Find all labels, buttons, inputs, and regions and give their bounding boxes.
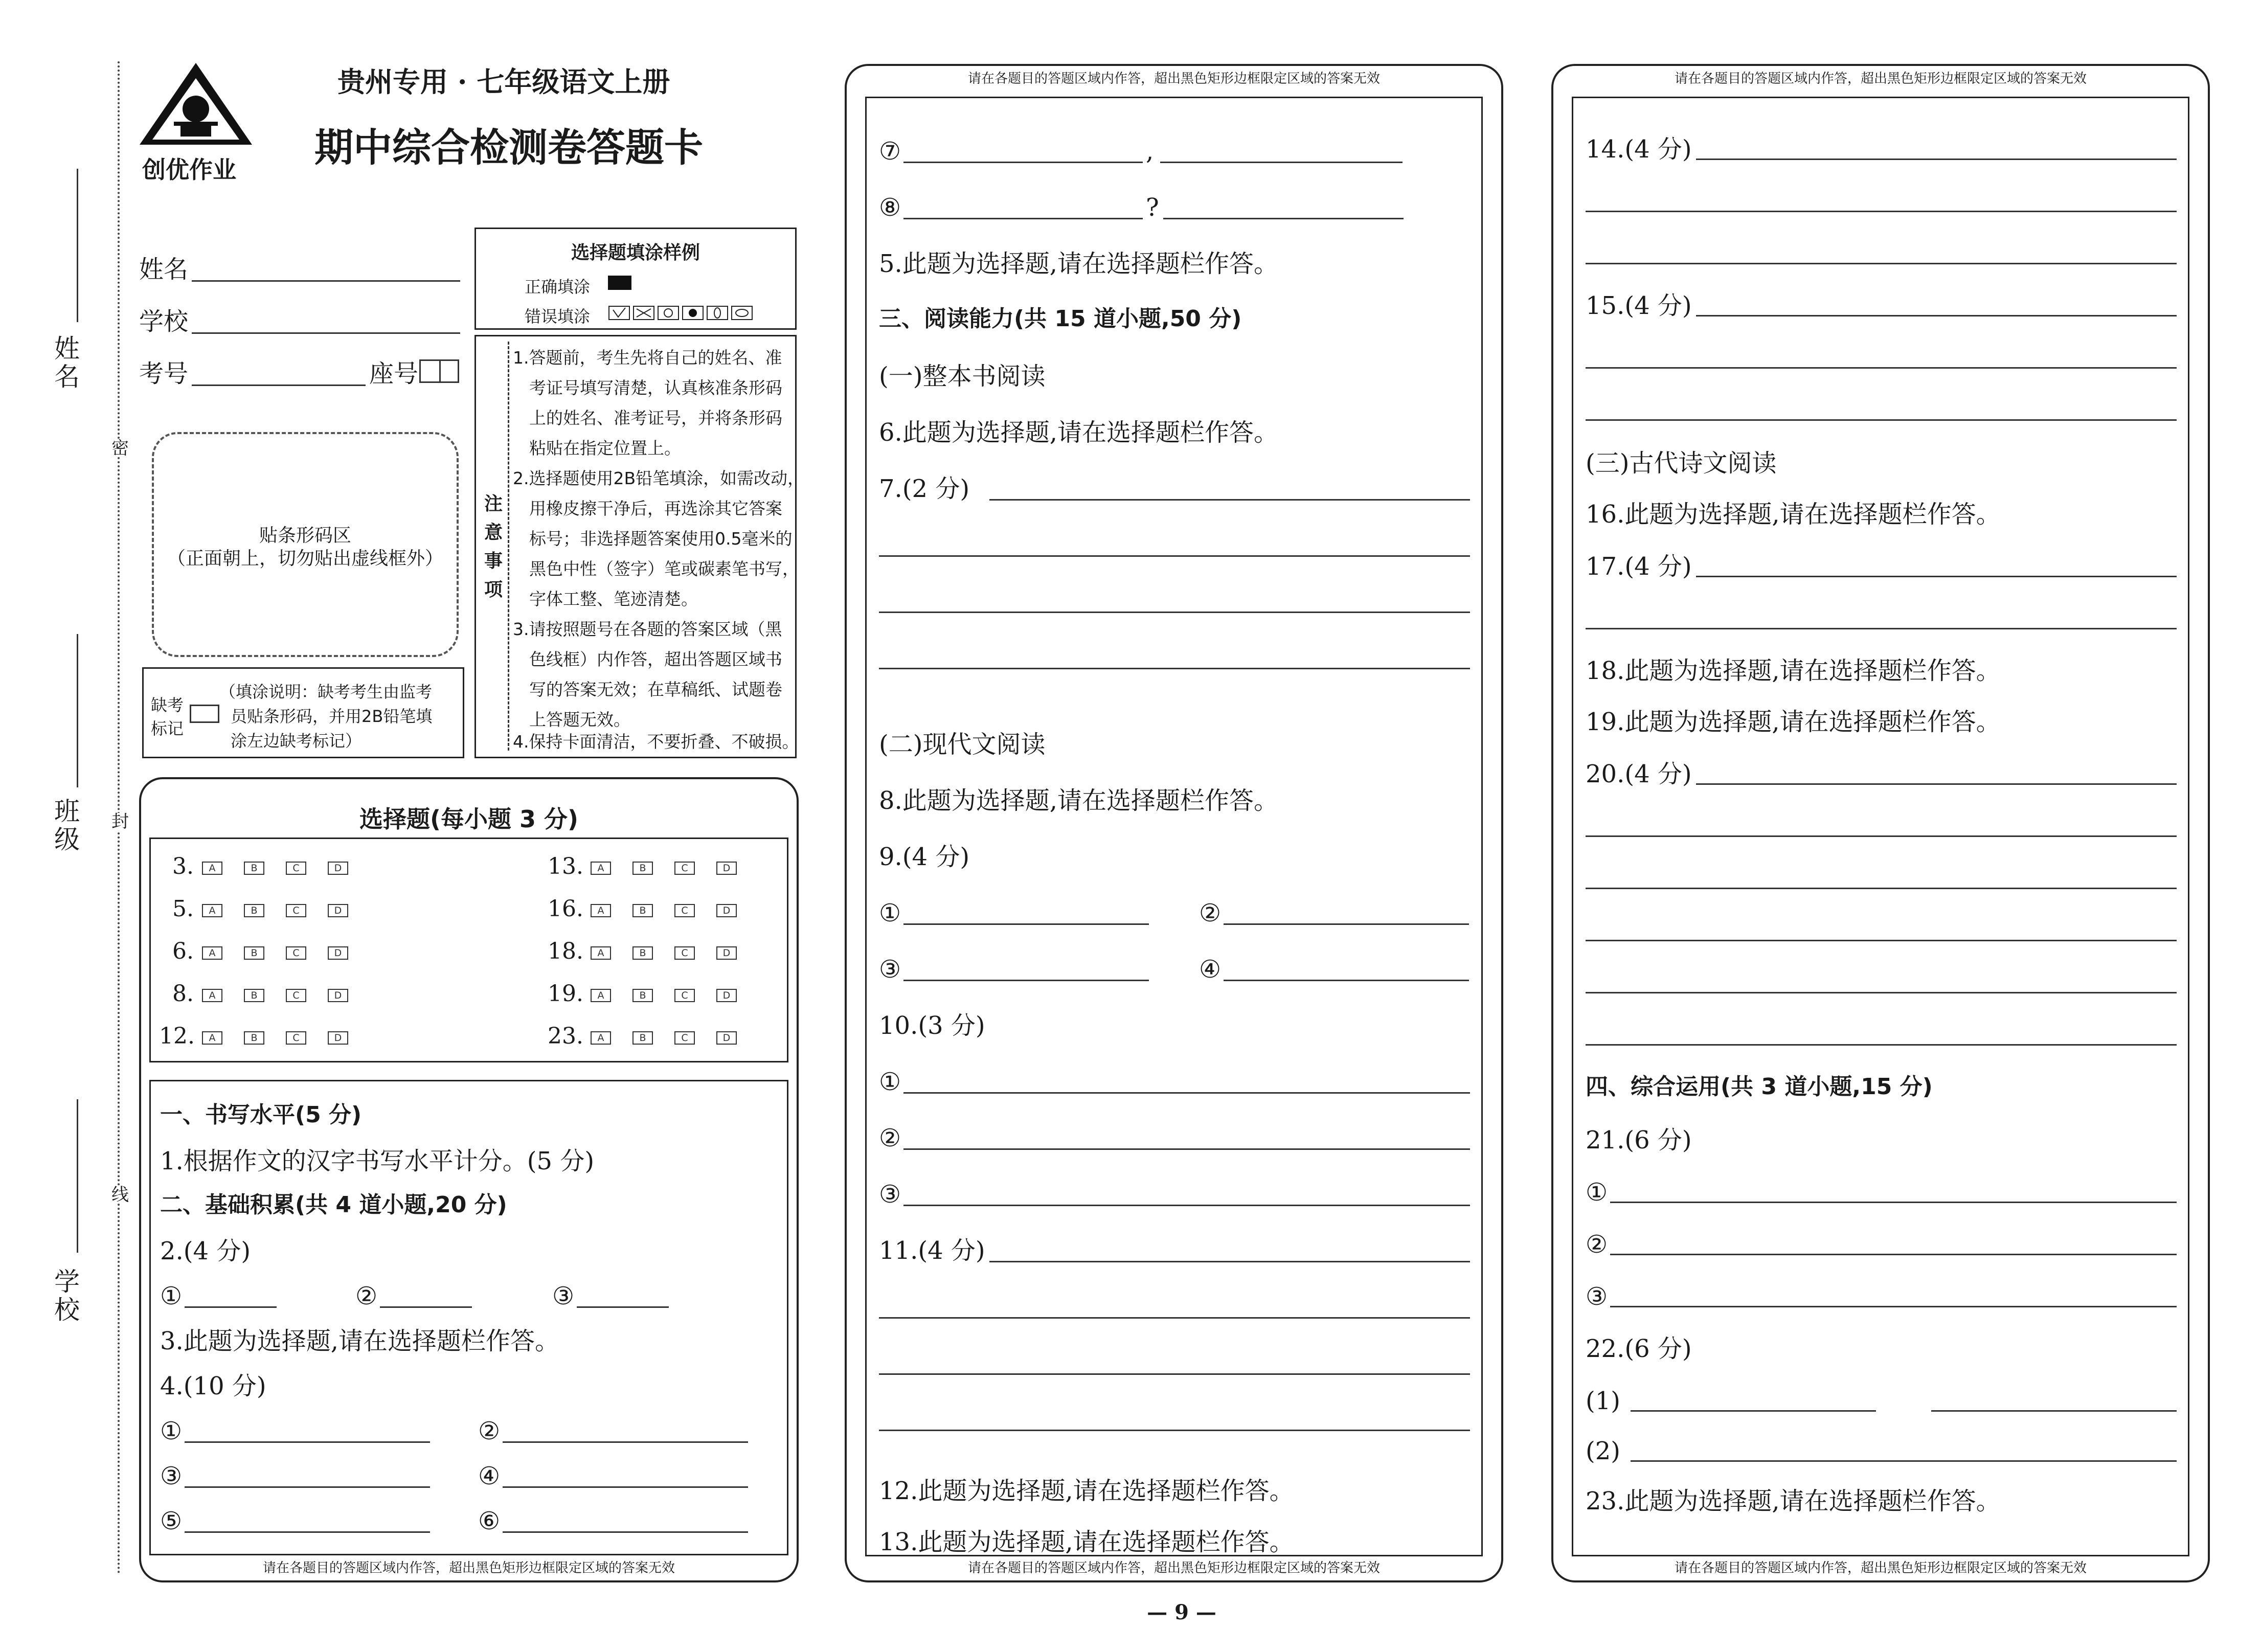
choice-num: 19. [548, 981, 583, 1007]
bubble-a[interactable]: A [591, 1031, 611, 1045]
q10-answer-1[interactable] [903, 1092, 1470, 1094]
q4-answer-2[interactable] [503, 1441, 748, 1443]
q17-answer-1[interactable] [1696, 576, 2177, 577]
q4-mark-7: ⑦ [879, 137, 901, 166]
fill-example-title: 选择题填涂样例 [571, 242, 700, 263]
q4-mark-3: ③ [160, 1462, 183, 1490]
section2-title: 二、基础积累(共 4 道小题,20 分) [160, 1192, 507, 1218]
choice-num: 13. [548, 853, 583, 879]
q4-answer-3[interactable] [185, 1486, 430, 1488]
notice-line-14: 4.保持卡面清洁，不要折叠、不破损。 [513, 732, 799, 752]
notice-divider [508, 342, 509, 751]
notice-line-12: 写的答案无效；在草稿纸、试题卷 [529, 680, 782, 699]
bubble-b[interactable]: B [244, 1031, 264, 1045]
q9-answer-3[interactable] [903, 980, 1149, 981]
q15-label: 15.(4 分) [1586, 291, 1692, 320]
choice-grid [149, 838, 788, 1062]
q11-answer-2[interactable] [879, 1317, 1470, 1319]
subsection3-title: (三)古代诗文阅读 [1586, 449, 1777, 478]
q23-text: 23.此题为选择题,请在选择题栏作答。 [1586, 1487, 2001, 1515]
q15-answer-3[interactable] [1586, 419, 2177, 421]
q21-label: 21.(6 分) [1586, 1126, 1692, 1155]
margin-school-label: 学 校 [54, 1267, 80, 1325]
q7-answer-2[interactable] [879, 555, 1470, 557]
q11-answer-1[interactable] [989, 1261, 1470, 1262]
absent-label-1: 缺考 [151, 695, 184, 715]
notice-line-1: 1.答题前，考生先将自己的姓名、准 [513, 348, 782, 368]
notice-line-3: 上的姓名、准考证号，并将条形码 [529, 408, 782, 428]
bubble-d[interactable]: D [716, 989, 737, 1002]
q2-answer-3[interactable] [577, 1306, 669, 1308]
name-label: 姓名 [139, 255, 189, 284]
choice-num: 23. [548, 1023, 583, 1049]
panel-right [1551, 64, 2210, 1582]
q2-mark-2: ② [355, 1282, 378, 1310]
bubble-b[interactable]: B [244, 946, 264, 960]
bubble-b[interactable]: B [244, 904, 264, 917]
bubble-c[interactable]: C [674, 989, 695, 1002]
bubble-d[interactable]: D [716, 862, 737, 875]
margin-class-line[interactable] [77, 634, 78, 787]
q10-mark-3: ③ [879, 1180, 901, 1209]
q17-label: 17.(4 分) [1586, 552, 1692, 581]
q4-mark-6: ⑥ [478, 1507, 501, 1535]
subsection2-title: (二)现代文阅读 [879, 730, 1046, 759]
choice-title: 选择题(每小题 3 分) [359, 805, 579, 833]
page-number: — 9 — [1147, 1600, 1216, 1624]
q11-label: 11.(4 分) [879, 1236, 985, 1265]
notice-line-9: 字体工整、笔迹清楚。 [529, 589, 698, 609]
absent-note-2: 员贴条形码，并用2B铅笔填 [231, 707, 433, 726]
exam-no-field[interactable] [192, 384, 366, 386]
q4-answer-6[interactable] [503, 1531, 748, 1533]
q2-answer-2[interactable] [380, 1306, 472, 1308]
q11-answer-3[interactable] [879, 1373, 1470, 1375]
q17-answer-2[interactable] [1586, 628, 2177, 629]
bubble-c[interactable]: C [286, 862, 306, 875]
choice-num: 18. [548, 938, 583, 964]
choice-num: 3. [172, 853, 194, 879]
school-label: 学校 [139, 307, 189, 336]
q18-text: 18.此题为选择题,请在选择题栏作答。 [1586, 657, 2001, 685]
area-notice-header: 请在各题目的答题区域内作答，超出黑色矩形边框限定区域的答案无效 [967, 71, 1380, 86]
q20-answer-5[interactable] [1586, 992, 2177, 993]
q14-answer-1[interactable] [1696, 159, 2177, 160]
q9-mark-3: ③ [879, 955, 901, 984]
q15-answer-1[interactable] [1696, 315, 2177, 316]
school-field[interactable] [192, 332, 460, 334]
q9-mark-4: ④ [1199, 955, 1222, 984]
q13-text: 13.此题为选择题,请在选择题栏作答。 [879, 1528, 1294, 1556]
q10-mark-1: ① [879, 1068, 901, 1096]
q12-text: 12.此题为选择题,请在选择题栏作答。 [879, 1477, 1294, 1505]
q15-answer-2[interactable] [1586, 367, 2177, 369]
barcode-area[interactable] [152, 432, 459, 657]
bubble-a[interactable]: A [202, 1031, 222, 1045]
bubble-a[interactable]: A [202, 989, 222, 1002]
q20-answer-4[interactable] [1586, 940, 2177, 941]
q7-answer-3[interactable] [879, 612, 1470, 613]
q2-answer-1[interactable] [185, 1306, 277, 1308]
q10-answer-3[interactable] [903, 1205, 1470, 1206]
choice-num: 12. [159, 1023, 195, 1049]
q21-mark-1: ① [1586, 1178, 1608, 1207]
bubble-b[interactable]: B [632, 1031, 653, 1045]
q4-answer-7b[interactable] [1160, 162, 1403, 163]
comma: , [1146, 137, 1154, 166]
margin-name-line[interactable] [77, 169, 78, 322]
q4-mark-4: ④ [478, 1462, 501, 1490]
q9-label: 9.(4 分) [879, 843, 970, 871]
logo-triangle-icon [137, 60, 255, 147]
q20-answer-3[interactable] [1586, 888, 2177, 889]
notice-line-8: 黑色中性（签字）笔或碳素笔书写， [529, 559, 799, 579]
q4-answer-7[interactable] [903, 162, 1143, 163]
exam-no-label: 考号 [139, 359, 189, 388]
q21-answer-2[interactable] [1610, 1254, 2177, 1255]
barcode-line2: （正面朝上，切勿贴出虚线框外） [167, 548, 443, 569]
q2-label: 2.(4 分) [160, 1237, 251, 1265]
notice-title: 注 意 事 项 [484, 493, 503, 600]
bubble-b[interactable]: B [632, 946, 653, 960]
panel-middle [845, 64, 1503, 1582]
q4-mark-8: ⑧ [879, 193, 901, 222]
q11-answer-4[interactable] [879, 1430, 1470, 1431]
q9-mark-2: ② [1199, 899, 1222, 927]
answer-area-composite [1572, 97, 2189, 1556]
bubble-d[interactable]: D [716, 946, 737, 960]
section1-title: 一、书写水平(5 分) [160, 1102, 362, 1128]
bubble-d[interactable]: D [716, 1031, 737, 1045]
absent-mark-checkbox[interactable] [190, 705, 219, 723]
area-notice-footer: 请在各题目的答题区域内作答，超出黑色矩形边框限定区域的答案无效 [1674, 1560, 2087, 1576]
q10-label: 10.(3 分) [879, 1011, 985, 1040]
bubble-c[interactable]: C [674, 1031, 695, 1045]
notice-line-13: 上答题无效。 [529, 710, 630, 730]
q19-text: 19.此题为选择题,请在选择题栏作答。 [1586, 708, 2001, 736]
bubble-c[interactable]: C [286, 989, 306, 1002]
q22-label: 22.(6 分) [1586, 1334, 1692, 1363]
q4-mark-5: ⑤ [160, 1507, 183, 1535]
bubble-c[interactable]: C [286, 946, 306, 960]
barcode-line1: 贴条形码区 [259, 525, 351, 546]
correct-fill-label: 正确填涂 [525, 277, 591, 297]
notice-box [474, 335, 805, 758]
absent-note-1: （填涂说明：缺考考生由监考 [219, 682, 433, 701]
wrong-fill-samples-icon [608, 305, 756, 321]
q10-answer-2[interactable] [903, 1148, 1470, 1150]
q8-text: 8.此题为选择题,请在选择题栏作答。 [879, 786, 1279, 815]
notice-line-5: 2.选择题使用2B铅笔填涂，如需改动， [513, 468, 805, 488]
notice-line-11: 色线框）内作答，超出答题区域书 [529, 649, 782, 669]
seat-label: 座号 [369, 359, 419, 388]
margin-class-label: 班 级 [54, 797, 80, 854]
choice-num: 5. [172, 896, 194, 922]
q20-answer-2[interactable] [1586, 835, 2177, 837]
q20-answer-6[interactable] [1586, 1044, 2177, 1046]
q21-mark-3: ③ [1586, 1282, 1608, 1311]
q16-text: 16.此题为选择题,请在选择题栏作答。 [1586, 500, 2001, 529]
brand-logo [137, 60, 255, 183]
notice-line-6: 用橡皮擦干净后，再选涂其它答案 [529, 499, 782, 518]
wrong-fill-label: 错误填涂 [525, 307, 591, 326]
q6-text: 6.此题为选择题,请在选择题栏作答。 [879, 418, 1279, 447]
q22-part-1: (1) [1586, 1387, 1620, 1415]
notice-line-2: 考证号填写清楚，认真核准条形码 [529, 378, 782, 398]
bubble-d[interactable]: D [328, 989, 348, 1002]
bubble-a[interactable]: A [591, 946, 611, 960]
bubble-b[interactable]: B [244, 862, 264, 875]
q9-answer-2[interactable] [1224, 923, 1469, 925]
bubble-c[interactable]: C [674, 946, 695, 960]
notice-line-4: 粘贴在指定位置上。 [529, 438, 681, 458]
bubble-d[interactable]: D [328, 1031, 348, 1045]
section3-title: 三、阅读能力(共 15 道小题,50 分) [879, 306, 1242, 332]
name-field[interactable] [192, 280, 460, 282]
answer-area-reading [865, 97, 1483, 1556]
bubble-a[interactable]: A [202, 862, 222, 875]
q7-answer-4[interactable] [879, 668, 1470, 669]
q9-answer-4[interactable] [1224, 980, 1469, 981]
section4-title: 四、综合运用(共 3 道小题,15 分) [1586, 1074, 1933, 1100]
page-subtitle: 贵州专用 · 七年级语文上册 [337, 65, 670, 98]
bubble-c[interactable]: C [674, 862, 695, 875]
q21-answer-3[interactable] [1610, 1306, 2177, 1307]
bubble-b[interactable]: B [632, 904, 653, 917]
seal-xian-label: 线 [111, 1185, 129, 1205]
bubble-d[interactable]: D [328, 862, 348, 875]
bubble-b[interactable]: B [632, 862, 653, 875]
bubble-d[interactable]: D [716, 904, 737, 917]
q9-mark-1: ① [879, 899, 901, 927]
q4-mark-2: ② [478, 1417, 501, 1445]
area-notice-footer: 请在各题目的答题区域内作答，超出黑色矩形边框限定区域的答案无效 [967, 1560, 1380, 1576]
q1-text: 1.根据作文的汉字书写水平计分。(5 分) [160, 1147, 595, 1175]
q21-answer-1[interactable] [1610, 1202, 2177, 1203]
bubble-a[interactable]: A [591, 989, 611, 1002]
q22-answer-1b[interactable] [1931, 1410, 2177, 1412]
page-title: 期中综合检测卷答题卡 [314, 125, 703, 170]
q22-answer-2[interactable] [1631, 1460, 2177, 1462]
area-notice-header: 请在各题目的答题区域内作答，超出黑色矩形边框限定区域的答案无效 [1674, 71, 2087, 86]
choice-num: 16. [548, 896, 583, 922]
area-notice-footer: 请在各题目的答题区域内作答，超出黑色矩形边框限定区域的答案无效 [262, 1560, 675, 1576]
q14-label: 14.(4 分) [1586, 135, 1692, 164]
q4-answer-4[interactable] [503, 1486, 748, 1488]
q14-answer-2[interactable] [1586, 211, 2177, 212]
bubble-b[interactable]: B [632, 989, 653, 1002]
q22-answer-1a[interactable] [1631, 1410, 1876, 1412]
bubble-c[interactable]: C [674, 904, 695, 917]
seat-boxes[interactable] [419, 359, 459, 383]
bubble-a[interactable]: A [202, 904, 222, 917]
q9-answer-1[interactable] [903, 923, 1149, 925]
q7-answer-1[interactable] [989, 499, 1470, 501]
choice-num: 6. [172, 938, 194, 964]
subsection1-title: (一)整本书阅读 [879, 362, 1046, 391]
answer-area-basic [149, 1080, 788, 1555]
q10-mark-2: ② [879, 1124, 901, 1152]
q4-answer-8[interactable] [903, 218, 1143, 219]
panel-left [139, 777, 799, 1582]
bubble-a[interactable]: A [591, 862, 611, 875]
bubble-a[interactable]: A [591, 904, 611, 917]
bubble-d[interactable]: D [328, 946, 348, 960]
absent-mark-box [142, 667, 464, 758]
margin-name-label: 姓 名 [54, 334, 80, 392]
absent-note-3: 涂左边缺考标记） [231, 731, 362, 751]
correct-fill-sample-icon [608, 276, 631, 290]
q4-answer-1[interactable] [185, 1441, 430, 1443]
q4-mark-1: ① [160, 1417, 183, 1445]
margin-school-line[interactable] [77, 1099, 78, 1253]
q3-text: 3.此题为选择题,请在选择题栏作答。 [160, 1327, 560, 1355]
q20-label: 20.(4 分) [1586, 760, 1692, 788]
q4-answer-5[interactable] [185, 1531, 430, 1533]
absent-label-2: 标记 [151, 719, 184, 738]
notice-line-10: 3.请按照题号在各题的答案区域（黑 [513, 619, 782, 639]
q4-answer-8b[interactable] [1163, 218, 1404, 219]
q20-answer-1[interactable] [1696, 783, 2177, 785]
q21-mark-2: ② [1586, 1230, 1608, 1259]
bubble-c[interactable]: C [286, 904, 306, 917]
q2-mark-3: ③ [552, 1282, 575, 1310]
logo-text: 创优作业 [142, 156, 236, 184]
q4-label: 4.(10 分) [160, 1372, 266, 1400]
fill-example-box [474, 228, 797, 330]
bubble-c[interactable]: C [286, 1031, 306, 1045]
question-mark: ? [1146, 193, 1159, 222]
q5-text: 5.此题为选择题,请在选择题栏作答。 [879, 250, 1279, 278]
q14-answer-3[interactable] [1586, 263, 2177, 264]
notice-line-7: 标号；非选择题答案使用0.5毫米的 [529, 529, 793, 549]
q7-label: 7.(2 分) [879, 474, 970, 503]
seal-feng-label: 封 [111, 811, 129, 832]
bubble-a[interactable]: A [202, 946, 222, 960]
bubble-d[interactable]: D [328, 904, 348, 917]
bubble-b[interactable]: B [244, 989, 264, 1002]
seal-mi-label: 密 [111, 438, 129, 459]
q2-mark-1: ① [160, 1282, 183, 1310]
choice-num: 8. [172, 981, 194, 1007]
q22-part-2: (2) [1586, 1437, 1620, 1465]
